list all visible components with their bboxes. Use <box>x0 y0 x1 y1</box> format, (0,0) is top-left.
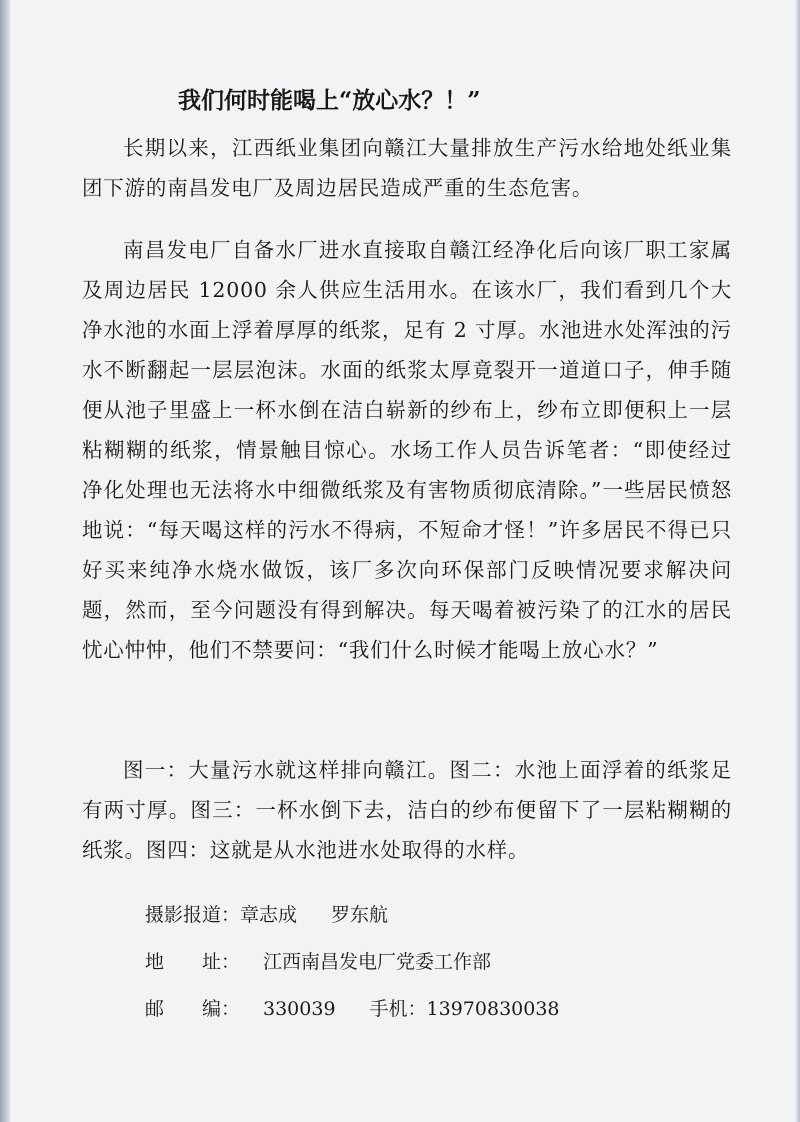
photographer-name-1: 章志成 <box>240 904 298 926</box>
paragraph-intro: 长期以来，江西纸业集团向赣江大量排放生产污水给地处纸业集团下游的南昌发电厂及周边居民造成严重的生态危害。 <box>82 136 732 200</box>
photo-credit-label: 摄影报道： <box>145 904 241 926</box>
scan-edge-left <box>0 0 10 1122</box>
address-line <box>145 950 491 974</box>
postcode-value: 330039 <box>263 998 336 1020</box>
address-value: 江西南昌发电厂党委工作部 <box>263 951 492 973</box>
contact-line <box>145 997 560 1021</box>
address-label: 地 址： <box>145 951 241 973</box>
document-title: 我们何时能喝上“放心水？！” <box>178 87 481 114</box>
paragraph-captions: 图一：大量污水就这样排向赣江。图二：水池上面浮着的纸浆足有两寸厚。图三：一杯水倒下去，洁白的纱布便留下了一层粘糊糊的纸浆。图四：这就是从水池进水处取得的水样。 <box>82 758 732 862</box>
mobile-value: 13970830038 <box>426 998 560 1020</box>
mobile-label: 手机： <box>369 998 427 1020</box>
paragraph-main: 南昌发电厂自备水厂进水直接取自赣江经净化后向该厂职工家属及周边居民 12000 余人供应生活用水。在该水厂，我们看到几个大净水池的水面上浮着厚厚的纸浆，足有 2 寸厚。水池进水处浑浊的污水不断翻起一层层泡沫。水面的纸浆太厚竟裂开一道道口子，伸手随便从池子里盛上一杯水倒在洁白崭新的纱布上，纱布立即便积上一层粘糊糊的纸浆，情景触目惊心。水场工作人员告诉笔者：“即使经过净化处理也无法将水中细微纸浆及有害物质彻底清除。”一些居民愤怒地说：“每天喝这样的污水不得病，不短命才怪！”许多居民不得已只好买来纯净水烧水做饭，该厂多次向环保部门反映情况要求解决问题，然而，至今问题没有得到解决。每天喝着被污染了的江水的居民忧心忡忡，他们不禁要问：“我们什么时候才能喝上放心水？” <box>82 238 732 662</box>
scan-edge-right <box>795 0 800 1122</box>
postcode-label: 邮 编： <box>145 998 241 1020</box>
photo-credit-line <box>145 903 388 927</box>
photographer-name-2: 罗东航 <box>331 904 389 926</box>
